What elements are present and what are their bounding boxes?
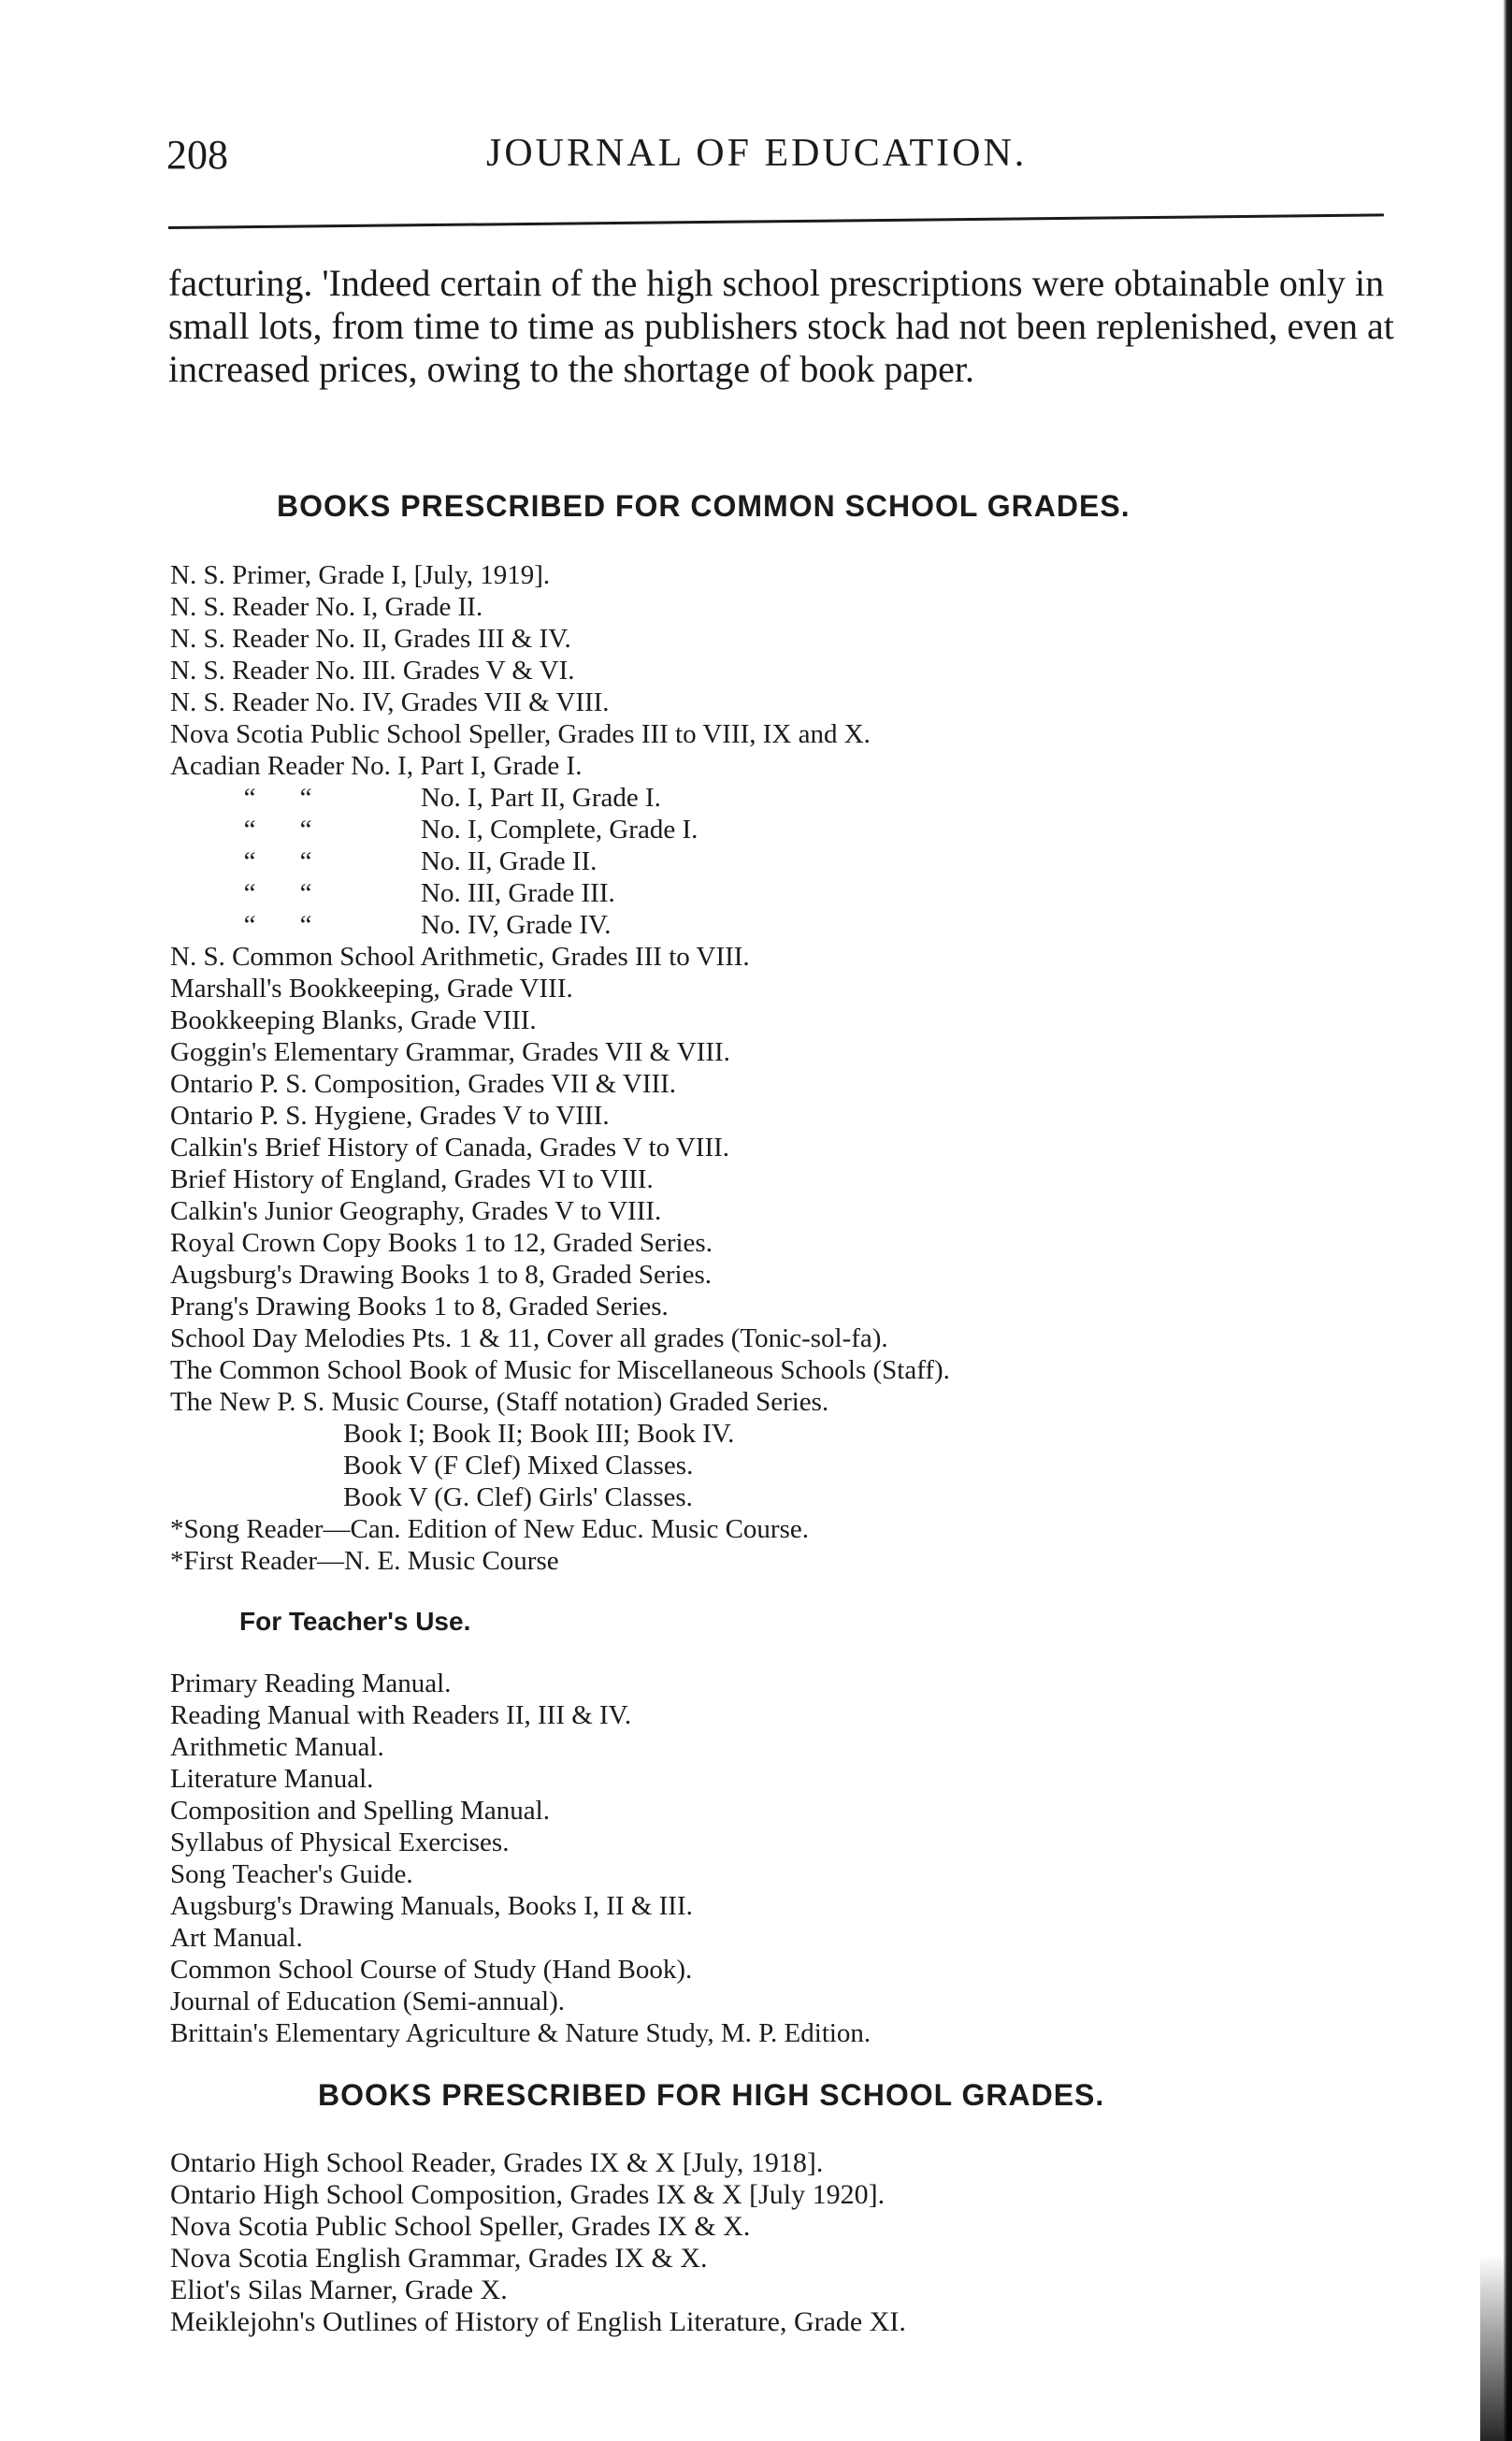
journal-title: JOURNAL OF EDUCATION. <box>486 132 1028 175</box>
list-item: Marshall's Bookkeeping, Grade VIII. <box>170 974 573 1004</box>
list-item: Ontario P. S. Composition, Grades VII & VIII. <box>170 1069 677 1099</box>
list-item <box>170 877 950 909</box>
ditto-mark: “ <box>243 910 256 940</box>
list-item: Acadian Reader No. I, Part I, Grade I. <box>170 751 583 781</box>
list-item: Augsburg's Drawing Manuals, Books I, II & III. <box>170 1891 693 1921</box>
list-item: Composition and Spelling Manual. <box>170 1796 550 1826</box>
list-item: Goggin's Elementary Grammar, Grades VII & VIII. <box>170 1037 730 1067</box>
ditto-marks <box>170 845 421 877</box>
ditto-marks <box>170 814 421 845</box>
list-item: N. S. Reader No. II, Grades III & IV. <box>170 624 571 654</box>
list-item: Augsburg's Drawing Books 1 to 8, Graded Series. <box>170 1260 712 1290</box>
acadian-reader-entry: No. I, Part II, Grade I. <box>421 783 661 813</box>
teacher-use-heading: For Teacher's Use. <box>239 1607 471 1636</box>
list-item: Ontario High School Composition, Grades IX & X [July 1920]. <box>170 2179 886 2210</box>
list-item: Arithmetic Manual. <box>170 1732 384 1762</box>
list-item <box>170 782 950 814</box>
page-number: 208 <box>166 132 228 178</box>
list-item: Prang's Drawing Books 1 to 8, Graded Series. <box>170 1292 669 1322</box>
high-school-heading: BOOKS PRESCRIBED FOR HIGH SCHOOL GRADES. <box>318 2078 1105 2112</box>
list-item: *Song Reader—Can. Edition of New Educ. Music Course. <box>170 1514 810 1544</box>
ditto-mark: “ <box>243 783 256 813</box>
list-item: Royal Crown Copy Books 1 to 12, Graded Series. <box>170 1228 713 1258</box>
list-item: N. S. Reader No. IV, Grades VII & VIII. <box>170 687 610 717</box>
ditto-mark: “ <box>299 846 312 876</box>
list-item: N. S. Reader No. III. Grades V & VI. <box>170 656 575 686</box>
list-item: *First Reader—N. E. Music Course <box>170 1546 559 1576</box>
page-header <box>166 131 1382 187</box>
list-item: Brittain's Elementary Agriculture & Nature Study, M. P. Edition. <box>170 2018 871 2048</box>
list-item: Common School Course of Study (Hand Book). <box>170 1955 693 1985</box>
ditto-mark: “ <box>299 815 312 845</box>
ditto-mark: “ <box>243 878 256 908</box>
ditto-marks <box>170 877 421 909</box>
common-school-book-list <box>170 559 950 1577</box>
high-school-book-list <box>170 2146 906 2337</box>
list-item <box>170 909 950 941</box>
ditto-mark: “ <box>299 878 312 908</box>
common-school-heading: BOOKS PRESCRIBED FOR COMMON SCHOOL GRADES. <box>277 489 1130 523</box>
list-item: Journal of Education (Semi-annual). <box>170 1986 565 2016</box>
list-item <box>170 845 950 877</box>
list-item: Reading Manual with Readers II, III & IV. <box>170 1700 632 1730</box>
list-item: Calkin's Junior Geography, Grades V to VIII. <box>170 1196 662 1226</box>
list-item: Calkin's Brief History of Canada, Grades V to VIII. <box>170 1133 730 1163</box>
list-item <box>170 814 950 845</box>
list-item: Book V (G. Clef) Girls' Classes. <box>343 1482 693 1512</box>
ditto-mark: “ <box>243 815 256 845</box>
list-item: Primary Reading Manual. <box>170 1668 452 1698</box>
ditto-mark: “ <box>299 783 312 813</box>
list-item: Bookkeeping Blanks, Grade VIII. <box>170 1005 537 1035</box>
list-item: Nova Scotia English Grammar, Grades IX & X. <box>170 2243 708 2274</box>
intro-paragraph: facturing. 'Indeed certain of the high school prescriptions were obtainable only in small lots, from time to time as publishers stock had not been replenished, even at increased prices, owing to the shortage of book paper. <box>168 262 1394 390</box>
list-item: Song Teacher's Guide. <box>170 1859 413 1889</box>
list-item: N. S. Primer, Grade I, [July, 1919]. <box>170 560 551 590</box>
list-item: Ontario P. S. Hygiene, Grades V to VIII. <box>170 1101 610 1131</box>
list-item: Nova Scotia Public School Speller, Grades IX & X. <box>170 2211 751 2242</box>
teacher-use-book-list <box>170 1668 871 2049</box>
list-item: The Common School Book of Music for Miscellaneous Schools (Staff). <box>170 1355 950 1385</box>
ditto-mark: “ <box>243 846 256 876</box>
list-item: Brief History of England, Grades VI to VIII. <box>170 1164 654 1194</box>
page-binding-edge <box>1504 0 1512 2441</box>
acadian-reader-entry: No. II, Grade II. <box>421 846 598 876</box>
header-rule <box>168 213 1384 229</box>
ditto-mark: “ <box>299 910 312 940</box>
list-item: The New P. S. Music Course, (Staff notation) Graded Series. <box>170 1387 829 1417</box>
list-item: Book I; Book II; Book III; Book IV. <box>343 1419 735 1449</box>
acadian-reader-entry: No. IV, Grade IV. <box>421 910 612 940</box>
list-item: Syllabus of Physical Exercises. <box>170 1827 510 1857</box>
list-item: Book V (F Clef) Mixed Classes. <box>343 1451 694 1480</box>
list-item: N. S. Reader No. I, Grade II. <box>170 592 483 622</box>
acadian-reader-entry: No. III, Grade III. <box>421 878 615 908</box>
list-item: Ontario High School Reader, Grades IX & X [July, 1918]. <box>170 2147 824 2178</box>
list-item: Art Manual. <box>170 1923 303 1953</box>
list-item: Literature Manual. <box>170 1764 374 1794</box>
page-corner-shadow <box>1480 2254 1512 2441</box>
list-item: Nova Scotia Public School Speller, Grades III to VIII, IX and X. <box>170 719 871 749</box>
list-item: School Day Melodies Pts. 1 & 11, Cover all grades (Tonic-sol-fa). <box>170 1323 888 1353</box>
list-item: Eliot's Silas Marner, Grade X. <box>170 2275 508 2305</box>
ditto-marks <box>170 909 421 941</box>
ditto-marks <box>170 782 421 814</box>
acadian-reader-entry: No. I, Complete, Grade I. <box>421 815 698 845</box>
list-item: N. S. Common School Arithmetic, Grades III to VIII. <box>170 942 750 972</box>
list-item: Meiklejohn's Outlines of History of English Literature, Grade XI. <box>170 2306 906 2337</box>
